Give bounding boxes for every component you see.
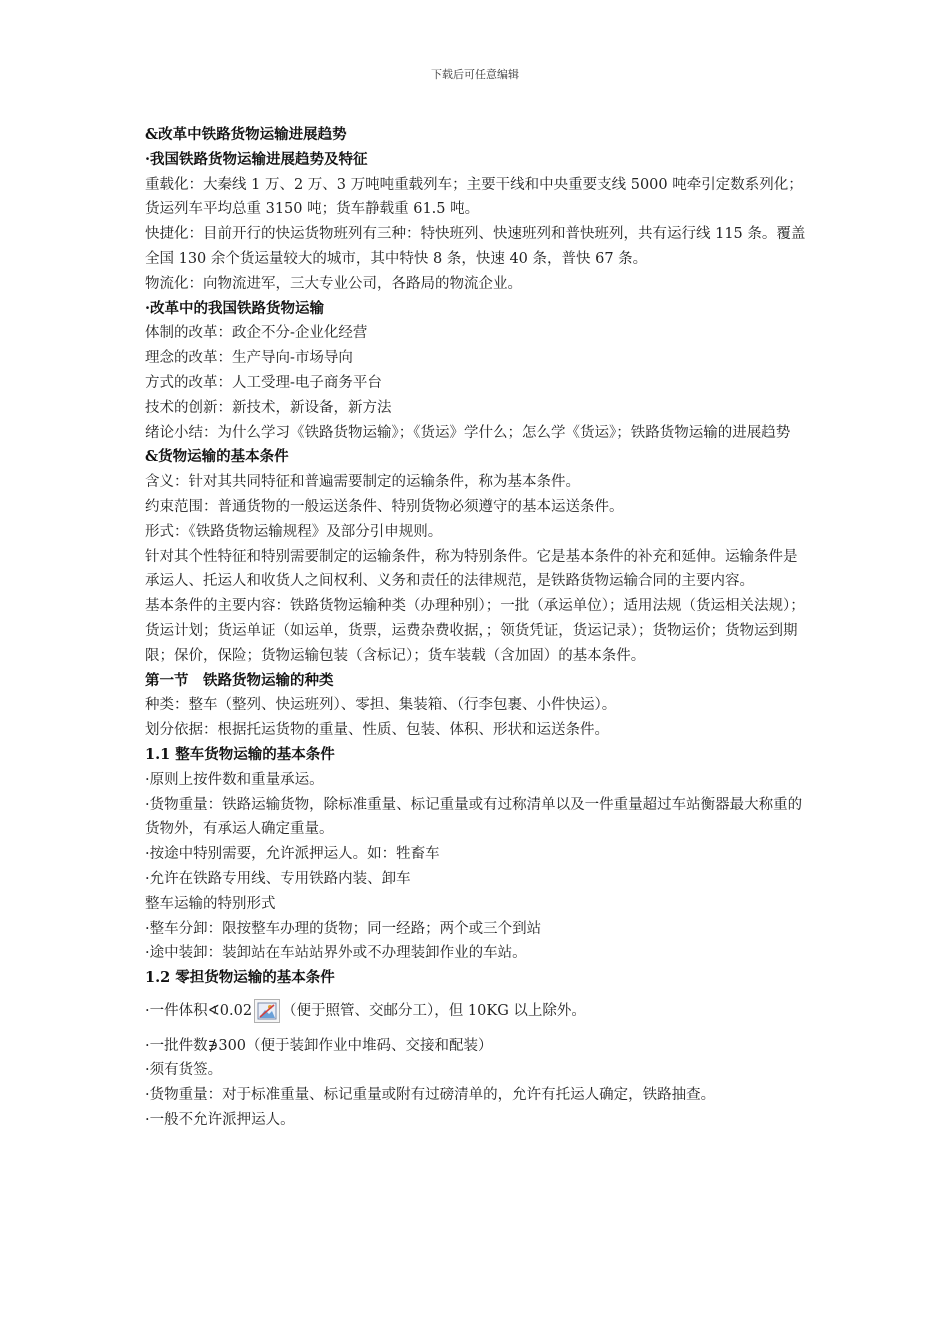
- paragraph: 基本条件的主要内容：铁路货物运输种类（办理种别）；一批（承运单位）；适用法规（货运相关法规）；货运计划；货运单证（如运单，货票，运费杂费收据，；领货凭证，货运记录）；货物运价；货物运到期限；保价，保险；货物运输包装（含标记）；货车装载（含加固）的基本条件。: [145, 598, 805, 664]
- paragraph: 重载化：大秦线 1 万、2 万、3 万吨吨重载列车；主要干线和中央重要支线 5000 吨牵引定数系列化；货运列车平均总重 3150 吨；货车静载重 61.5 吨。: [145, 176, 803, 218]
- volume-line-before: ·一件体积∢0.02: [145, 1002, 253, 1019]
- section-heading: 1.2 零担货物运输的基本条件: [145, 969, 335, 987]
- volume-line-after: （便于照管、交邮分工），但 10KG 以上除外。: [282, 1002, 586, 1019]
- document-body: [145, 123, 807, 1133]
- section-heading: &货物运输的基本条件: [145, 448, 289, 466]
- section-heading: &改革中铁路货物运输进展趋势: [145, 126, 347, 143]
- paragraph: 约束范围：普通货物的一般运送条件、特别货物必须遵守的基本运送条件。: [145, 498, 624, 515]
- paragraph: ·一般不允许派押运人。: [145, 1112, 295, 1129]
- broken-image-icon: [254, 999, 280, 1023]
- paragraph: ·原则上按件数和重量承运。: [145, 771, 324, 788]
- volume-line: [145, 999, 807, 1024]
- paragraph: ·途中装卸：装卸站在车站站界外或不办理装卸作业的车站。: [145, 945, 527, 962]
- paragraph: 划分依据：根据托运货物的重量、性质、包装、体积、形状和运送条件。: [145, 722, 609, 739]
- section-heading: 第一节 铁路货物运输的种类: [145, 671, 334, 689]
- paragraph-list: [145, 123, 807, 991]
- paragraph: 体制的改革：政企不分-企业化经营: [145, 325, 368, 342]
- paragraph: ·货物重量：铁路运输货物，除标准重量、标记重量或有过称清单以及一件重量超过车站衡器最大称重的货物外，有承运人确定重量。: [145, 796, 803, 838]
- paragraph: 快捷化：目前开行的快运货物班列有三种：特快班列、快速班列和普快班列，共有运行线 115 条。覆盖全国 130 余个货运量较大的城市，其中特快 8 条，快速 40 条，普快 67 条。: [145, 226, 806, 267]
- page-header: 下载后可任意编辑: [431, 68, 519, 81]
- paragraph: 理念的改革：生产导向-市场导向: [145, 350, 353, 367]
- paragraph: ·货物重量：对于标准重量、标记重量或附有过磅清单的，允许有托运人确定，铁路抽查。: [145, 1087, 716, 1104]
- paragraph: 物流化：向物流进军，三大专业公司，各路局的物流企业。: [145, 275, 522, 292]
- section-heading: 1.1 整车货物运输的基本条件: [145, 745, 335, 763]
- paragraph: 方式的改革：人工受理-电子商务平台: [145, 374, 382, 391]
- paragraph: 绪论小结：为什么学习《铁路货物运输》；《货运》学什么；怎么学《货运》；铁路货物运输的进展趋势: [145, 424, 791, 441]
- paragraph: 含义：针对其共同特征和普遍需要制定的运输条件，称为基本条件。: [145, 474, 580, 491]
- tail-paragraph-list: [145, 1034, 807, 1133]
- paragraph: ·按途中特别需要，允许派押运人。如：牲畜车: [145, 846, 440, 863]
- paragraph: 技术的创新：新技术，新设备，新方法: [145, 399, 392, 416]
- paragraph: ·一批件数∌300（便于装卸作业中堆码、交接和配装）: [145, 1037, 493, 1054]
- paragraph: 针对其个性特征和特别需要制定的运输条件，称为特别条件。它是基本条件的补充和延伸。运输条件是承运人、托运人和收货人之间权利、义务和责任的法律规范，是铁路货物运输合同的主要内容。: [145, 548, 798, 590]
- paragraph: 种类：整车（整列、快运班列）、零担、集装箱、（行李包裹、小件快运）。: [145, 697, 617, 714]
- paragraph: ·须有货签。: [145, 1062, 223, 1079]
- paragraph: ·整车分卸：限按整车办理的货物；同一经路；两个或三个到站: [145, 920, 542, 937]
- paragraph: ·允许在铁路专用线、专用铁路内装、卸车: [145, 870, 411, 887]
- paragraph: 整车运输的特别形式: [145, 895, 276, 912]
- section-heading: ·改革中的我国铁路货物运输: [145, 299, 325, 317]
- paragraph: 形式：《铁路货物运输规程》及部分引申规则。: [145, 523, 443, 540]
- section-heading: ·我国铁路货物运输进展趋势及特征: [145, 150, 368, 168]
